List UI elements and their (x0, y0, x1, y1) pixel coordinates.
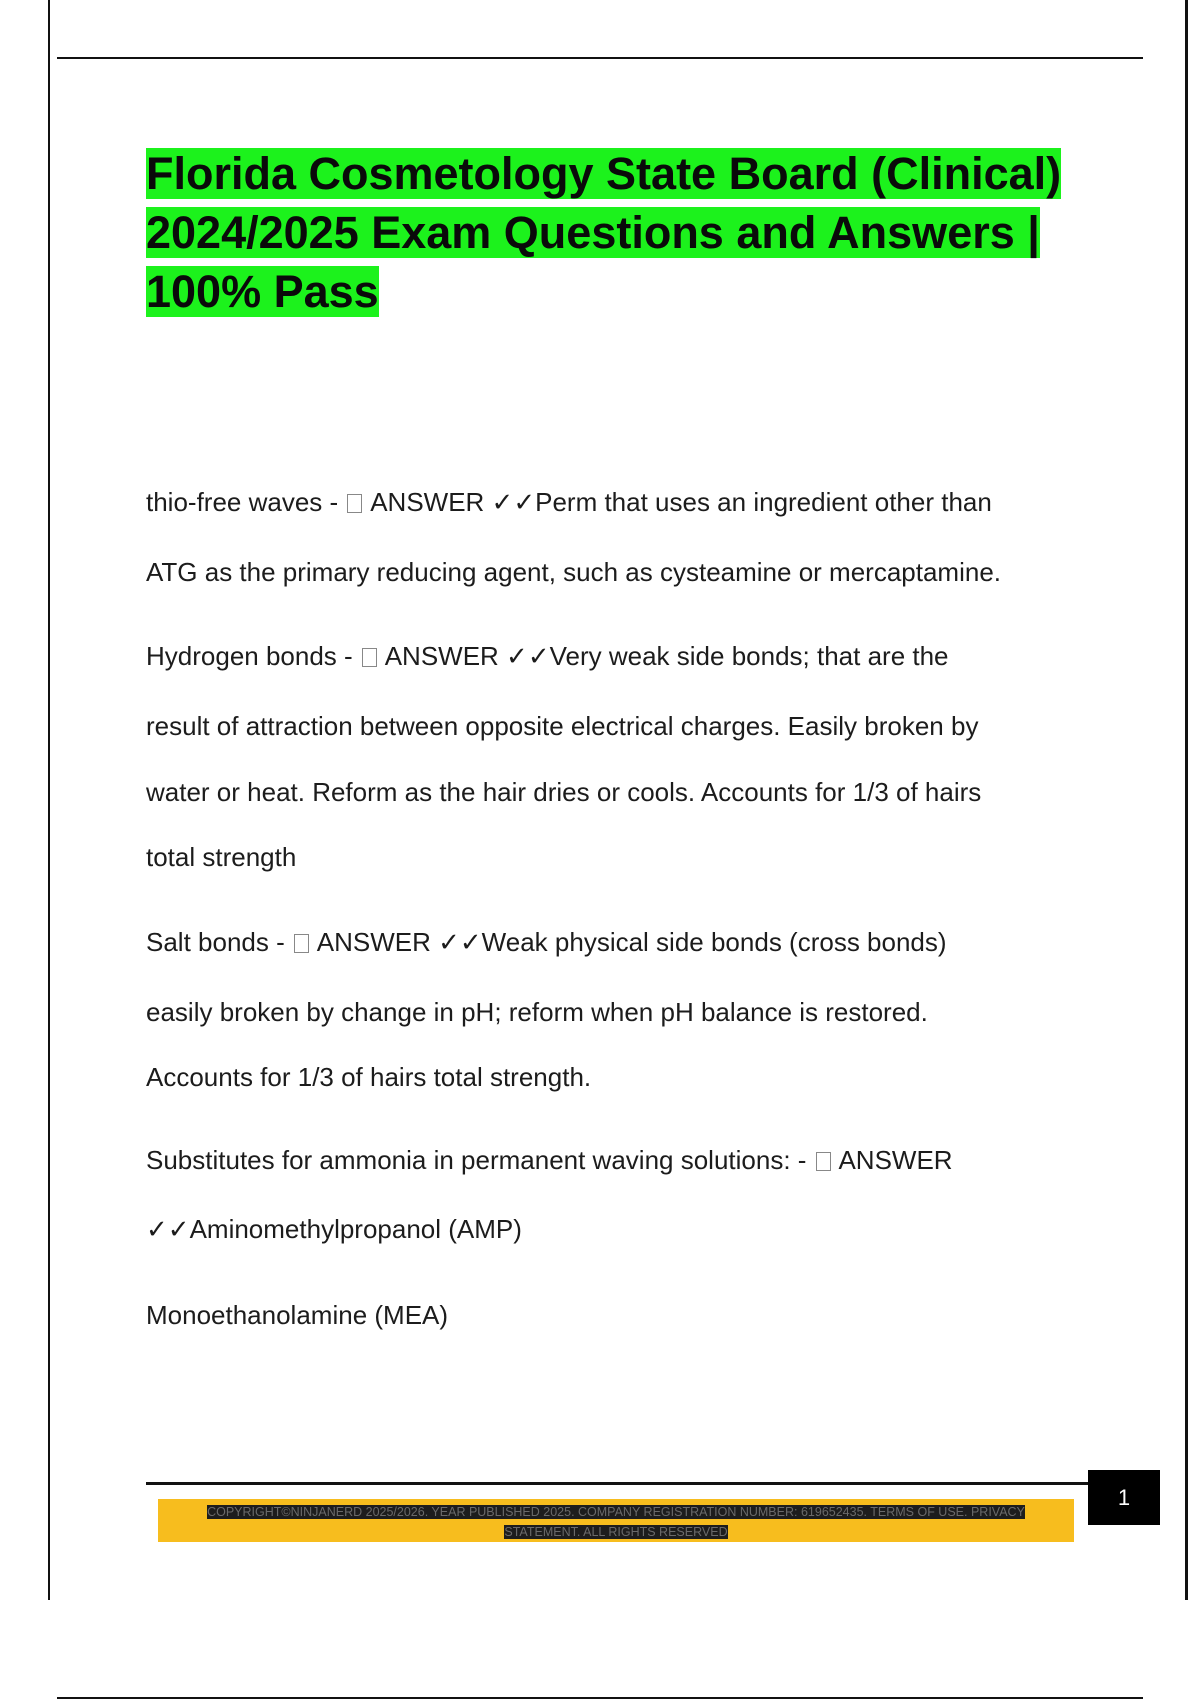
qa-item-monoethanolamine (146, 1300, 1086, 1330)
copyright-text: COPYRIGHT©NINJANERD 2025/2026. YEAR PUBLISHED 2025. COMPANY REGISTRATION NUMBER: 619652435. TERMS OF USE. PRIVACY STATEMENT. ALL RIGHTS RESERVED (207, 1505, 1025, 1539)
copyright-notice (170, 1502, 1062, 1542)
qa-line: Monoethanolamine (MEA) (146, 1300, 449, 1330)
missing-glyph-icon (294, 934, 309, 953)
qa-line: ATG as the primary reducing agent, such as cysteamine or mercaptamine. (146, 557, 1002, 587)
document-title-text: Florida Cosmetology State Board (Clinical) 2024/2025 Exam Questions and Answers | 100% Pass (146, 148, 1062, 317)
qa-line (146, 487, 1086, 517)
question-text: Hydrogen bonds - (146, 641, 360, 671)
missing-glyph-icon (347, 494, 362, 513)
document-title (146, 144, 1106, 321)
qa-line: total strength (146, 842, 297, 872)
qa-line (146, 1145, 1086, 1175)
qa-line: result of attraction between opposite electrical charges. Easily broken by (146, 711, 979, 741)
qa-line: water or heat. Reform as the hair dries or cools. Accounts for 1/3 of hairs (146, 777, 982, 807)
qa-item-ammonia-substitutes (146, 1145, 1086, 1244)
qa-line: ✓✓Aminomethylpropanol (AMP) (146, 1214, 522, 1244)
page-number: 1 (1088, 1470, 1160, 1525)
answer-text: ANSWER ✓✓Perm that uses an ingredient other than (364, 487, 992, 517)
qa-line (146, 641, 1086, 671)
question-text: thio-free waves - (146, 487, 346, 517)
footer-rule (146, 1482, 1088, 1485)
missing-glyph-icon (362, 648, 377, 667)
header-rule (57, 57, 1143, 59)
question-text: Substitutes for ammonia in permanent waving solutions: - (146, 1145, 814, 1175)
question-text: Salt bonds - (146, 927, 292, 957)
answer-text: ANSWER ✓✓Weak physical side bonds (cross bonds) (310, 927, 947, 957)
qa-item-thio-free-waves (146, 487, 1086, 587)
qa-line: easily broken by change in pH; reform when pH balance is restored. (146, 997, 928, 1027)
missing-glyph-icon (816, 1152, 831, 1171)
qa-line: Accounts for 1/3 of hairs total strength. (146, 1062, 592, 1092)
next-page-rule (57, 1697, 1143, 1699)
qa-line (146, 927, 1086, 957)
qa-item-hydrogen-bonds (146, 641, 1086, 872)
qa-item-salt-bonds (146, 927, 1086, 1092)
answer-text: ANSWER (832, 1145, 953, 1175)
answer-text: ANSWER ✓✓Very weak side bonds; that are the (378, 641, 949, 671)
page-border-left (48, 0, 50, 1600)
page-border-right (1185, 0, 1188, 1600)
